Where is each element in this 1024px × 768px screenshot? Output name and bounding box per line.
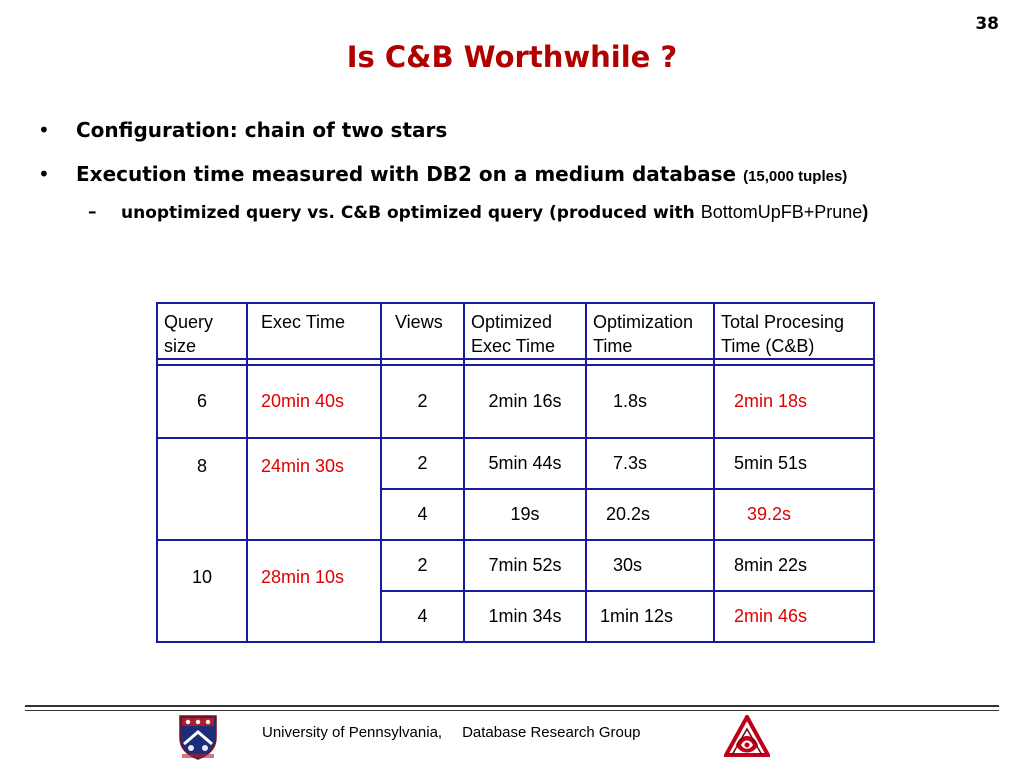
bullet-dot: • [38, 162, 50, 186]
footer-text [262, 724, 661, 741]
footer-rule-thick [25, 705, 999, 707]
cell-total-time: 2min 46s [714, 591, 874, 642]
research-group-logo-icon [724, 715, 770, 761]
bullet-execution-time [38, 162, 998, 186]
bullet-dot: • [38, 118, 50, 142]
slide-number: 38 [975, 14, 999, 34]
cell-views: 2 [381, 540, 464, 591]
sub-bullet-text: unoptimized query vs. C&B optimized query (produced with [121, 203, 695, 223]
table-row [157, 365, 874, 438]
cell-total-time: 5min 51s [714, 438, 874, 489]
cell-total-time: 8min 22s [714, 540, 874, 591]
cell-views: 2 [381, 365, 464, 438]
header-exec-time: Exec Time [247, 303, 381, 359]
cell-optimization-time: 20.2s [586, 489, 714, 540]
header-views: Views [381, 303, 464, 359]
slide-title: Is C&B Worthwhile ? [346, 40, 678, 74]
cell-views: 2 [381, 438, 464, 489]
penn-shield-icon [178, 714, 218, 760]
header-optimized-exec-time: Optimized Exec Time [464, 303, 586, 359]
bullet-text: Configuration: chain of two stars [76, 118, 448, 142]
table-row [157, 438, 874, 489]
cell-total-time: 39.2s [714, 489, 874, 540]
header-query-size: Query size [157, 303, 247, 359]
cell-exec-time: 28min 10s [247, 540, 381, 642]
cell-optimization-time: 1min 12s [586, 591, 714, 642]
cell-optimization-time: 1.8s [586, 365, 714, 438]
cell-optimization-time: 7.3s [586, 438, 714, 489]
cell-optimized-exec-time: 19s [464, 489, 586, 540]
cell-views: 4 [381, 591, 464, 642]
cell-optimized-exec-time: 5min 44s [464, 438, 586, 489]
bullet-note: (15,000 tuples) [743, 168, 848, 185]
footer-rule-thin [25, 710, 999, 711]
footer-university: University of Pennsylvania, [262, 724, 443, 741]
cell-optimization-time: 30s [586, 540, 714, 591]
cell-exec-time: 24min 30s [247, 438, 381, 540]
sub-bullet-dash: – [88, 202, 97, 222]
cell-optimized-exec-time: 7min 52s [464, 540, 586, 591]
bullet-configuration [38, 118, 998, 142]
header-total-processing-time: Total Procesing Time (C&B) [714, 303, 874, 359]
footer-group: Database Research Group [462, 724, 641, 741]
bullet-list [38, 118, 998, 223]
cell-total-time: 2min 18s [714, 365, 874, 438]
sub-bullet [88, 202, 1024, 223]
table-header-row [157, 303, 874, 359]
header-optimization-time: Optimization Time [586, 303, 714, 359]
cell-query-size: 10 [157, 540, 247, 642]
cell-query-size: 8 [157, 438, 247, 540]
results-table [156, 302, 875, 643]
cell-exec-time: 20min 40s [247, 365, 381, 438]
cell-optimized-exec-time: 2min 16s [464, 365, 586, 438]
cell-optimized-exec-time: 1min 34s [464, 591, 586, 642]
sub-bullet-algorithm: BottomUpFB+Prune [700, 202, 863, 222]
table-row [157, 540, 874, 591]
cell-query-size: 6 [157, 365, 247, 438]
sub-bullet-close: ) [862, 202, 869, 222]
cell-views: 4 [381, 489, 464, 540]
bullet-text: Execution time measured with DB2 on a medium database [76, 162, 737, 186]
